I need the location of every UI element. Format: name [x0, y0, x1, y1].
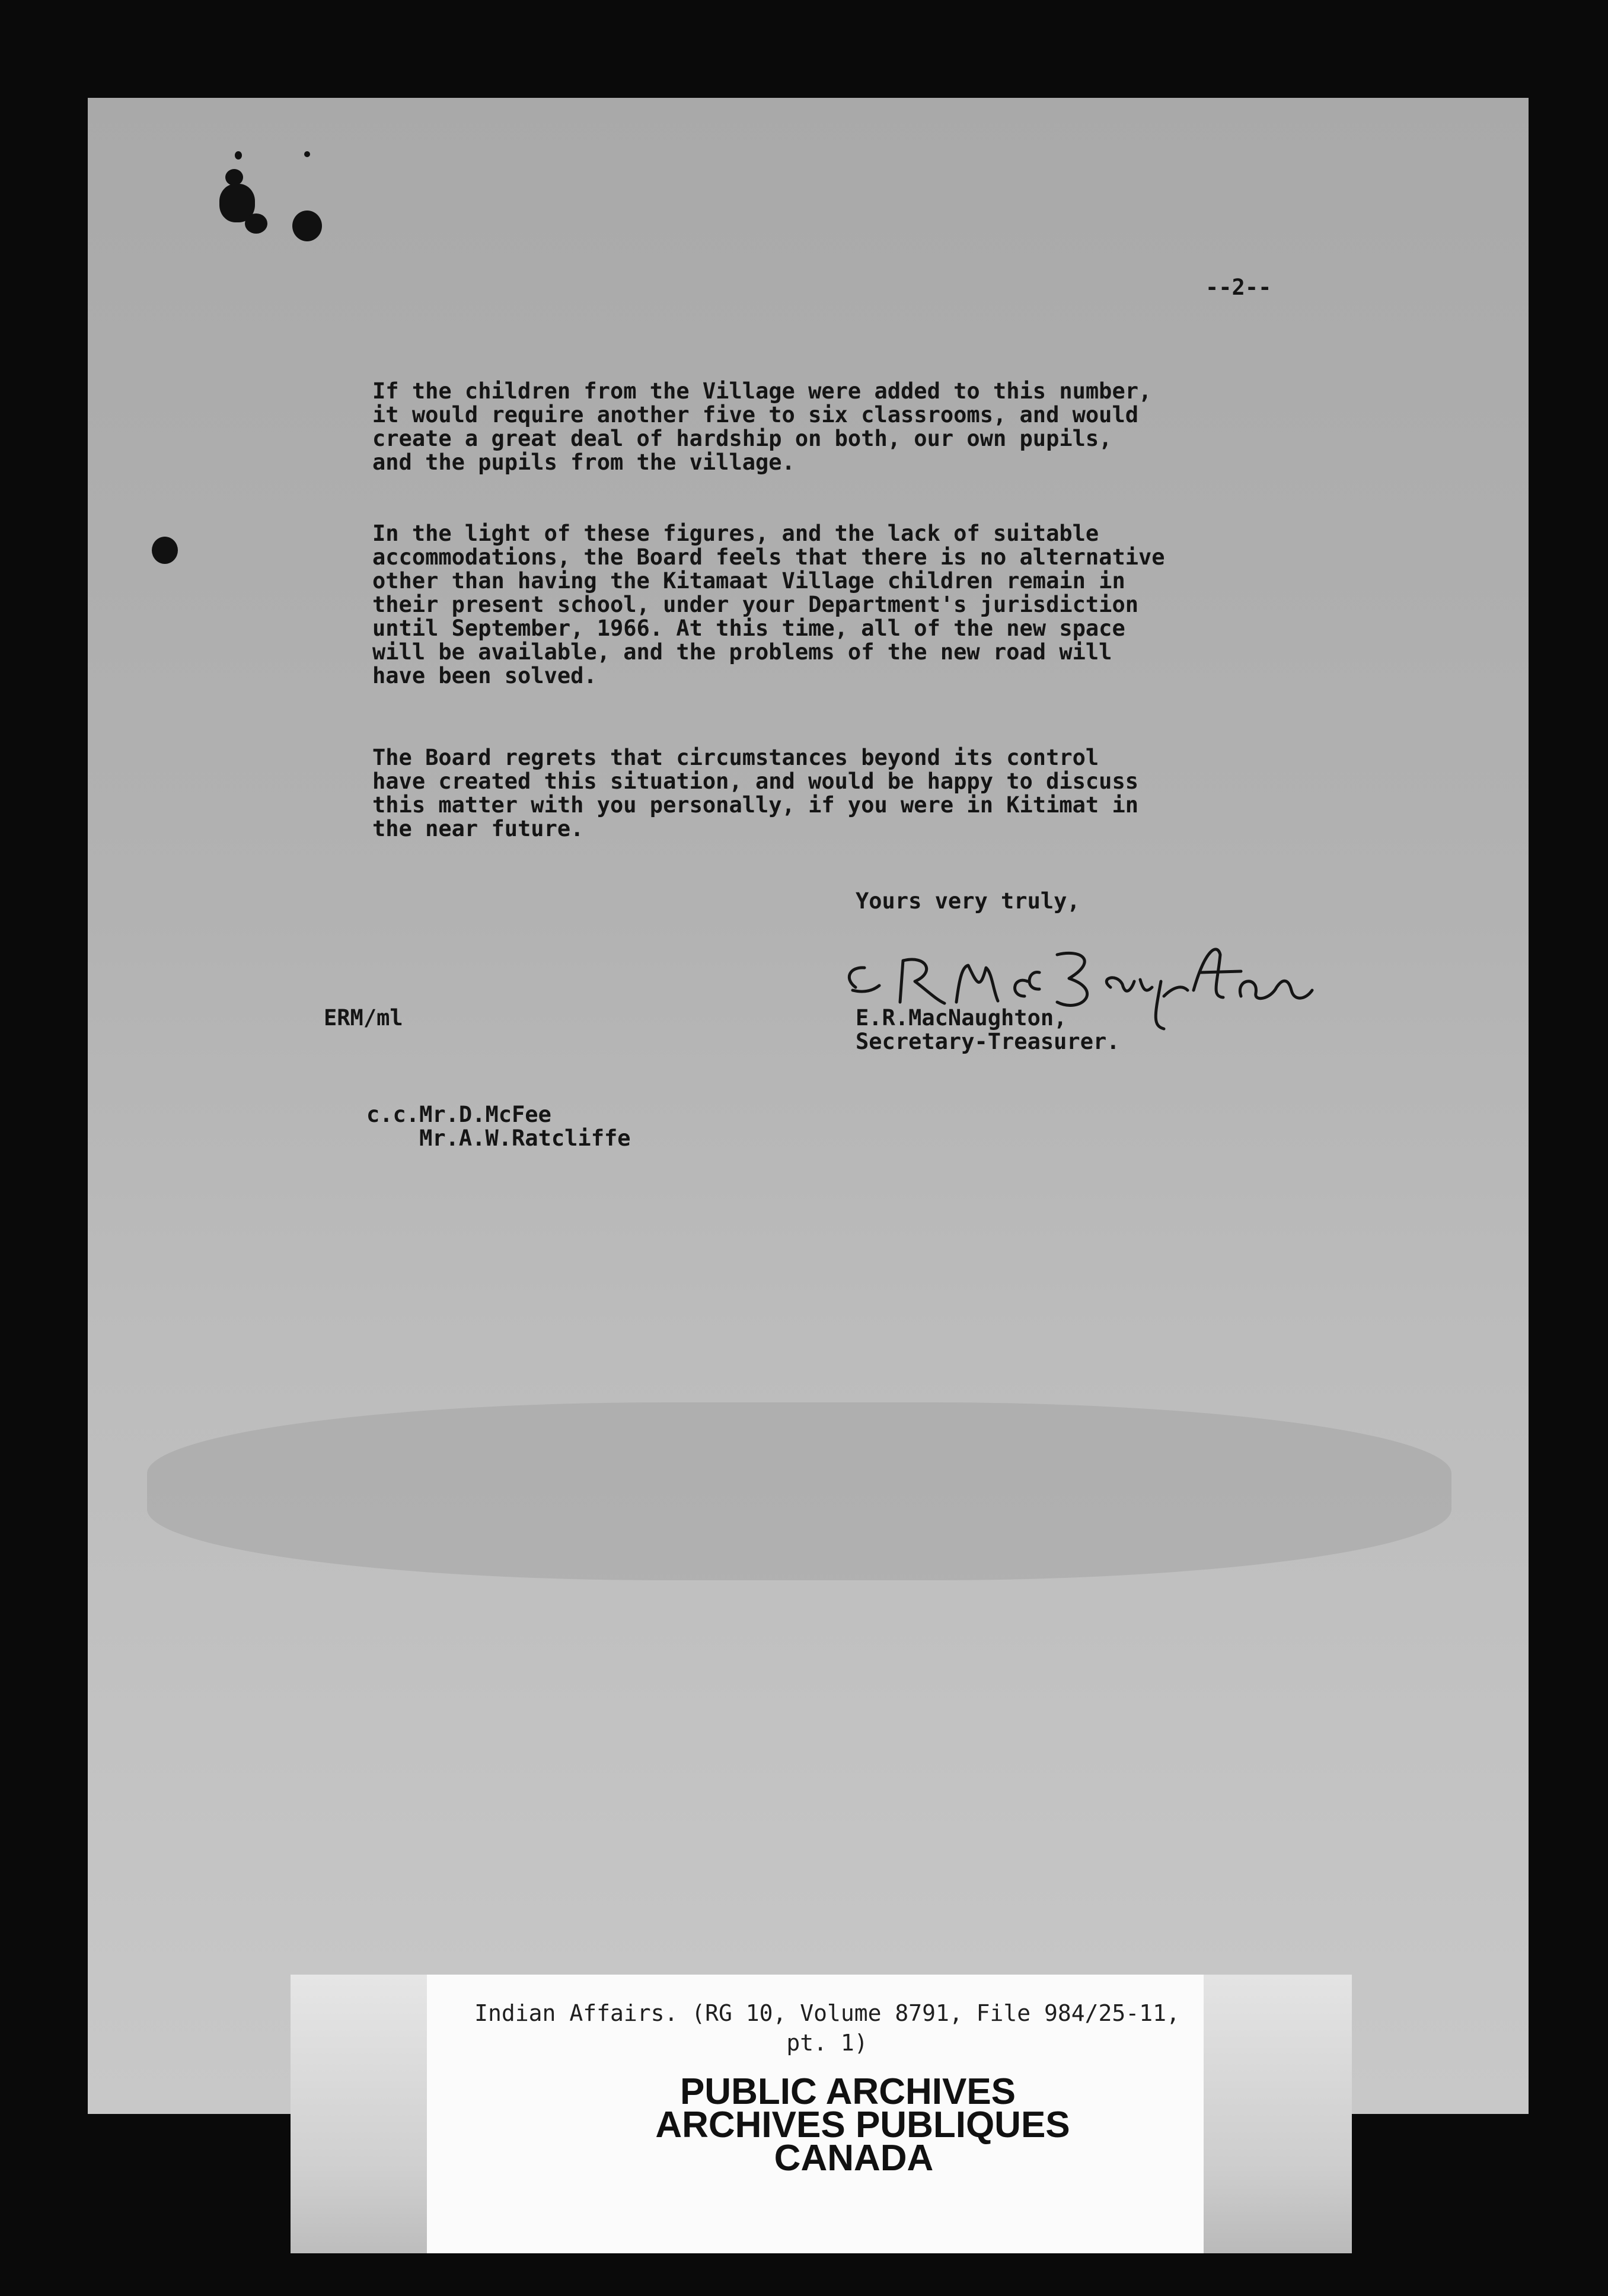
typist-initials: ERM/ml [324, 1005, 403, 1031]
ink-blot [304, 151, 310, 157]
stamp-line: CANADA [774, 2138, 934, 2179]
closing-salutation: Yours very truly, [856, 888, 1080, 914]
signer-title: Secretary-Treasurer. [856, 1029, 1120, 1054]
strip-clip-left [291, 1975, 427, 2253]
archives-stamp [593, 2071, 1127, 2179]
page-number: --2-- [1205, 275, 1272, 300]
stamp-line: ARCHIVES PUBLIQUES [655, 2104, 1070, 2145]
ink-blot [292, 211, 322, 241]
letter-page [88, 98, 1529, 2114]
signature-block [856, 1006, 1120, 1054]
strip-clip-right [1204, 1975, 1352, 2253]
ink-blot [152, 537, 178, 564]
stamp-line: PUBLIC ARCHIVES [679, 2071, 1016, 2112]
paragraph-board-regrets: The Board regrets that circumstances beyond its control have created this situation, and would be happy to discuss this matter with you personally, if you were in Kitimat in the near future. [372, 745, 1139, 841]
paper-stain [147, 1402, 1451, 1580]
ink-blot [245, 213, 267, 234]
signer-name: E.R.MacNaughton, [856, 1005, 1067, 1031]
carbon-copy-list: c.c.Mr.D.McFee Mr.A.W.Ratcliffe [366, 1102, 631, 1151]
archive-citation: Indian Affairs. (RG 10, Volume 8791, File 984/25-11, pt. 1) [474, 2000, 1180, 2056]
paragraph-children-village: If the children from the Village were added to this number, it would require another five to six classrooms, and would create a great deal of hardship on both, our own pupils, and the pupils from the village. [372, 378, 1152, 475]
ink-blot [235, 151, 242, 160]
ink-blot [225, 169, 243, 186]
paragraph-board-decision: In the light of these figures, and the lack of suitable accommodations, the Board feels that there is no alternative other than having the Kitamaat Village children remain in their present school, under your Department's jurisdiction until September, 1966. At this time, all of the new space will be available, and the problems of the new road will have been solved. [372, 521, 1165, 688]
